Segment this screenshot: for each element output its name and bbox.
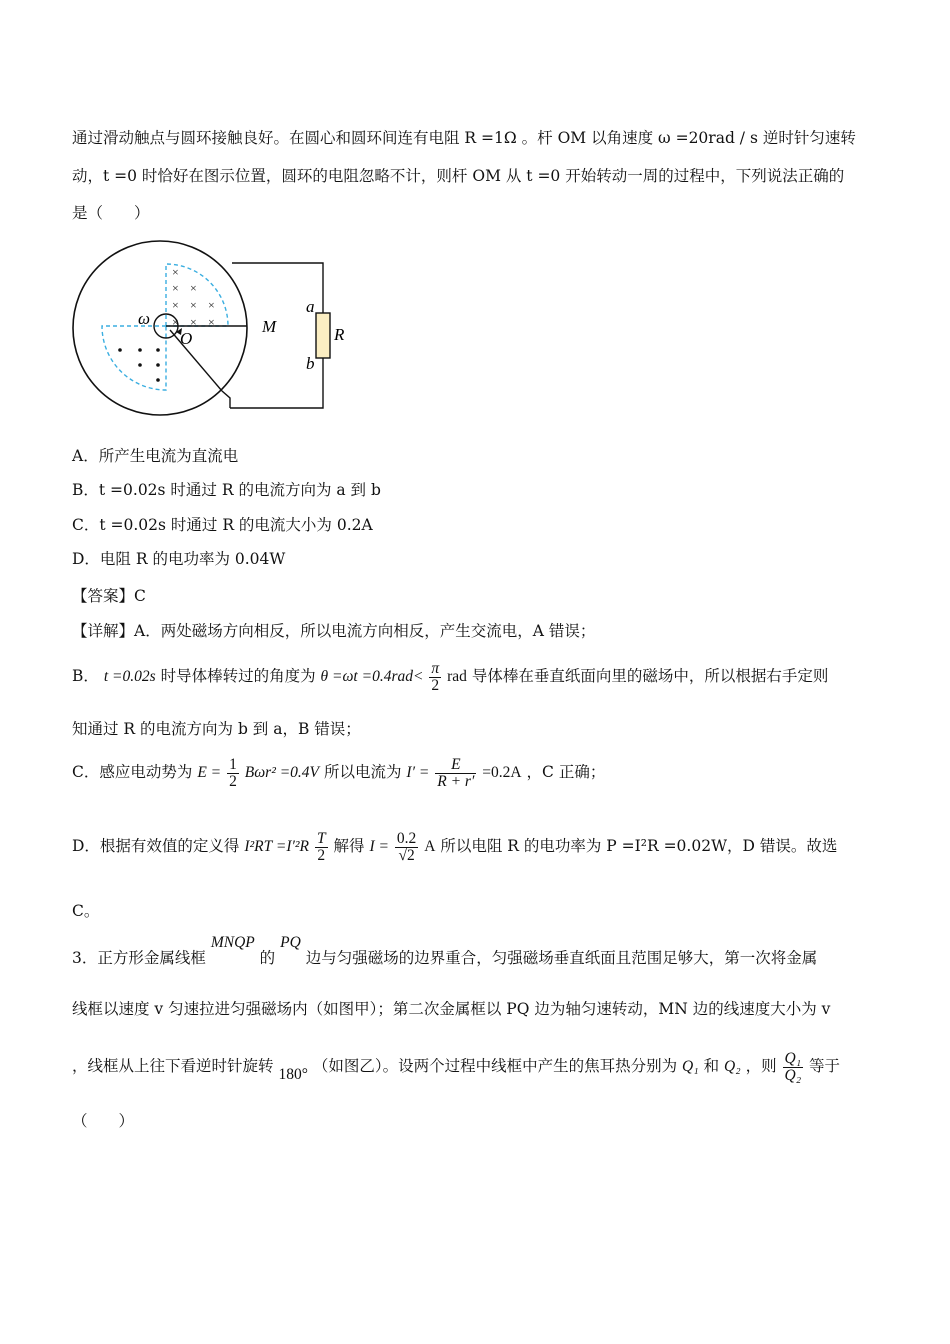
half-numerator: 1 [229,755,237,773]
half-fraction [227,757,239,790]
resistor [316,313,330,358]
q-ratio-numerator: Q₁ [784,1049,802,1067]
intro-line-1: 通过滑动触点与圆环接触良好。在圆心和圆环间连有电阻 R =1Ω 。杆 OM 以角速度 ω =20rad / s 逆时针匀速转 [72,129,856,147]
option-d: D．电阻 R 的电功率为 0.04W [72,550,286,568]
q3-mnqp: MNQP [210,934,255,951]
q3-line-3 [72,1046,840,1087]
dot-mark [156,378,160,382]
cross-marks [172,265,215,329]
cross-mark: × [208,298,215,312]
q3-pq: PQ [280,934,301,951]
q3-q1: Q₁ [682,1058,699,1075]
dot-mark [156,348,160,352]
q3-line-4: （ ） [72,1112,135,1130]
detail-d-i: I = [369,838,389,855]
dot-mark [156,363,160,367]
detail-c-mid: 所以电流为 [323,763,402,781]
label-r: R [334,325,345,344]
q3-q2: Q₂ [724,1058,741,1075]
label-a: a [306,297,315,316]
pi-numerator: π [431,659,440,677]
detail-d-solve: 解得 [333,837,365,855]
option-a: A．所产生电流为直流电 [72,447,239,465]
q3-dengyu: 等于 [809,1057,841,1075]
circuit-wire [230,263,323,408]
detail-c-bwr: Bωr² =0.4V [244,764,320,781]
detail-b-equation: θ =ωt =0.4rad< [320,668,424,685]
pi-over-two [429,661,441,694]
detail-b-time: t =0.02s [103,668,156,685]
detail-b-rad: rad [447,668,467,685]
effective-denominator: √2 [398,846,415,864]
answer: 【答案】C [72,587,146,605]
dot-marks [118,348,160,382]
effective-numerator: 0.2 [396,829,417,847]
cross-mark: × [172,281,179,295]
t-numerator: T [316,829,326,847]
intro-line-2: 动，t =0 时恰好在图示位置，圆环的电阻忽略不计，则杆 OM 从 t =0 开始转动一周的过程中，下列说法正确的 [72,167,845,185]
detail-c-prefix: C．感应电动势为 [72,763,193,781]
t-denominator: 2 [317,846,326,864]
current-numerator: E [435,757,476,774]
q3-angle: 180° [278,1066,308,1083]
half-denominator: 2 [229,772,237,790]
q3-prefix: 3．正方形金属线框 [72,949,206,967]
q3-line-2: 线框以速度 v 匀速拉进匀强磁场内（如图甲）；第二次金属框以 PQ 边为轴匀速转动，MN 边的线速度大小为 v [72,1000,831,1018]
q3-post-1: 边与匀强磁场的边界重合，匀强磁场垂直纸面且范围足够大，第一次将金属 [305,949,818,967]
detail-c-i: I′ = [406,764,430,781]
detail-d-line-2: C。 [72,902,100,920]
pi-denominator: 2 [431,676,440,694]
dot-mark [138,348,142,352]
effective-current-fraction [395,831,418,864]
q3-line3-mid: （如图乙）。设两个过程中线框中产生的焦耳热分别为 [312,1057,678,1075]
label-origin: O [180,329,193,348]
cross-mark: × [172,298,179,312]
circuit-figure [70,228,360,418]
option-b: B．t =0.02s 时通过 R 的电流方向为 a 到 b [72,481,381,499]
detail-b-line-2: 知通过 R 的电流方向为 b 到 a，B 错误； [72,720,361,738]
detail-b [72,656,828,697]
detail-d-prefix: D．根据有效值的定义得 [72,837,240,855]
option-c: C．t =0.02s 时通过 R 的电流大小为 0.2A [72,516,373,534]
detail-a: 【详解】A．两处磁场方向相反，所以电流方向相反，产生交流电，A 错误； [72,622,596,640]
q-ratio-fraction [783,1051,804,1084]
cross-mark: × [172,265,179,279]
dot-mark [118,348,122,352]
q3-line-1 [72,934,818,979]
detail-d [72,822,837,871]
ring-contact [222,391,230,408]
q3-ze: ，则 [745,1057,777,1075]
current-denominator: R + r′ [437,772,475,790]
label-m: M [262,317,277,336]
detail-b-mid: 时导体棒转过的角度为 [160,667,316,685]
q-ratio-denominator: Q₂ [784,1066,802,1084]
q3-he: 和 [703,1057,720,1075]
q3-de: 的 [259,949,276,967]
current-fraction [435,757,476,790]
detail-c-e: E = [197,764,222,781]
detail-d-equation: I²RT =I′²R [244,838,309,855]
centre-lead [170,330,222,391]
cross-mark: × [190,281,197,295]
label-omega: ω [138,309,151,328]
detail-b-post: 导体棒在垂直纸面向里的磁场中，所以根据右手定则 [471,667,829,685]
detail-c [72,752,605,793]
detail-c-value: =0.2A [482,764,522,781]
cross-mark: × [172,315,179,329]
detail-d-unit: A [424,838,436,855]
detail-b-prefix: B． [72,667,99,685]
intro-line-3: 是（ ） [72,204,150,222]
label-b: b [306,354,315,373]
dot-mark [138,363,142,367]
detail-c-post: ，C 正确； [526,763,606,781]
cross-mark: × [190,298,197,312]
t-over-two [315,831,328,864]
detail-d-post: 所以电阻 R 的电功率为 P =I²R =0.02W，D 错误。故选 [440,837,838,855]
cross-mark: × [208,315,215,329]
cross-mark: × [190,315,197,329]
q3-line3-prefix: ，线框从上往下看逆时针旋转 [72,1057,274,1075]
